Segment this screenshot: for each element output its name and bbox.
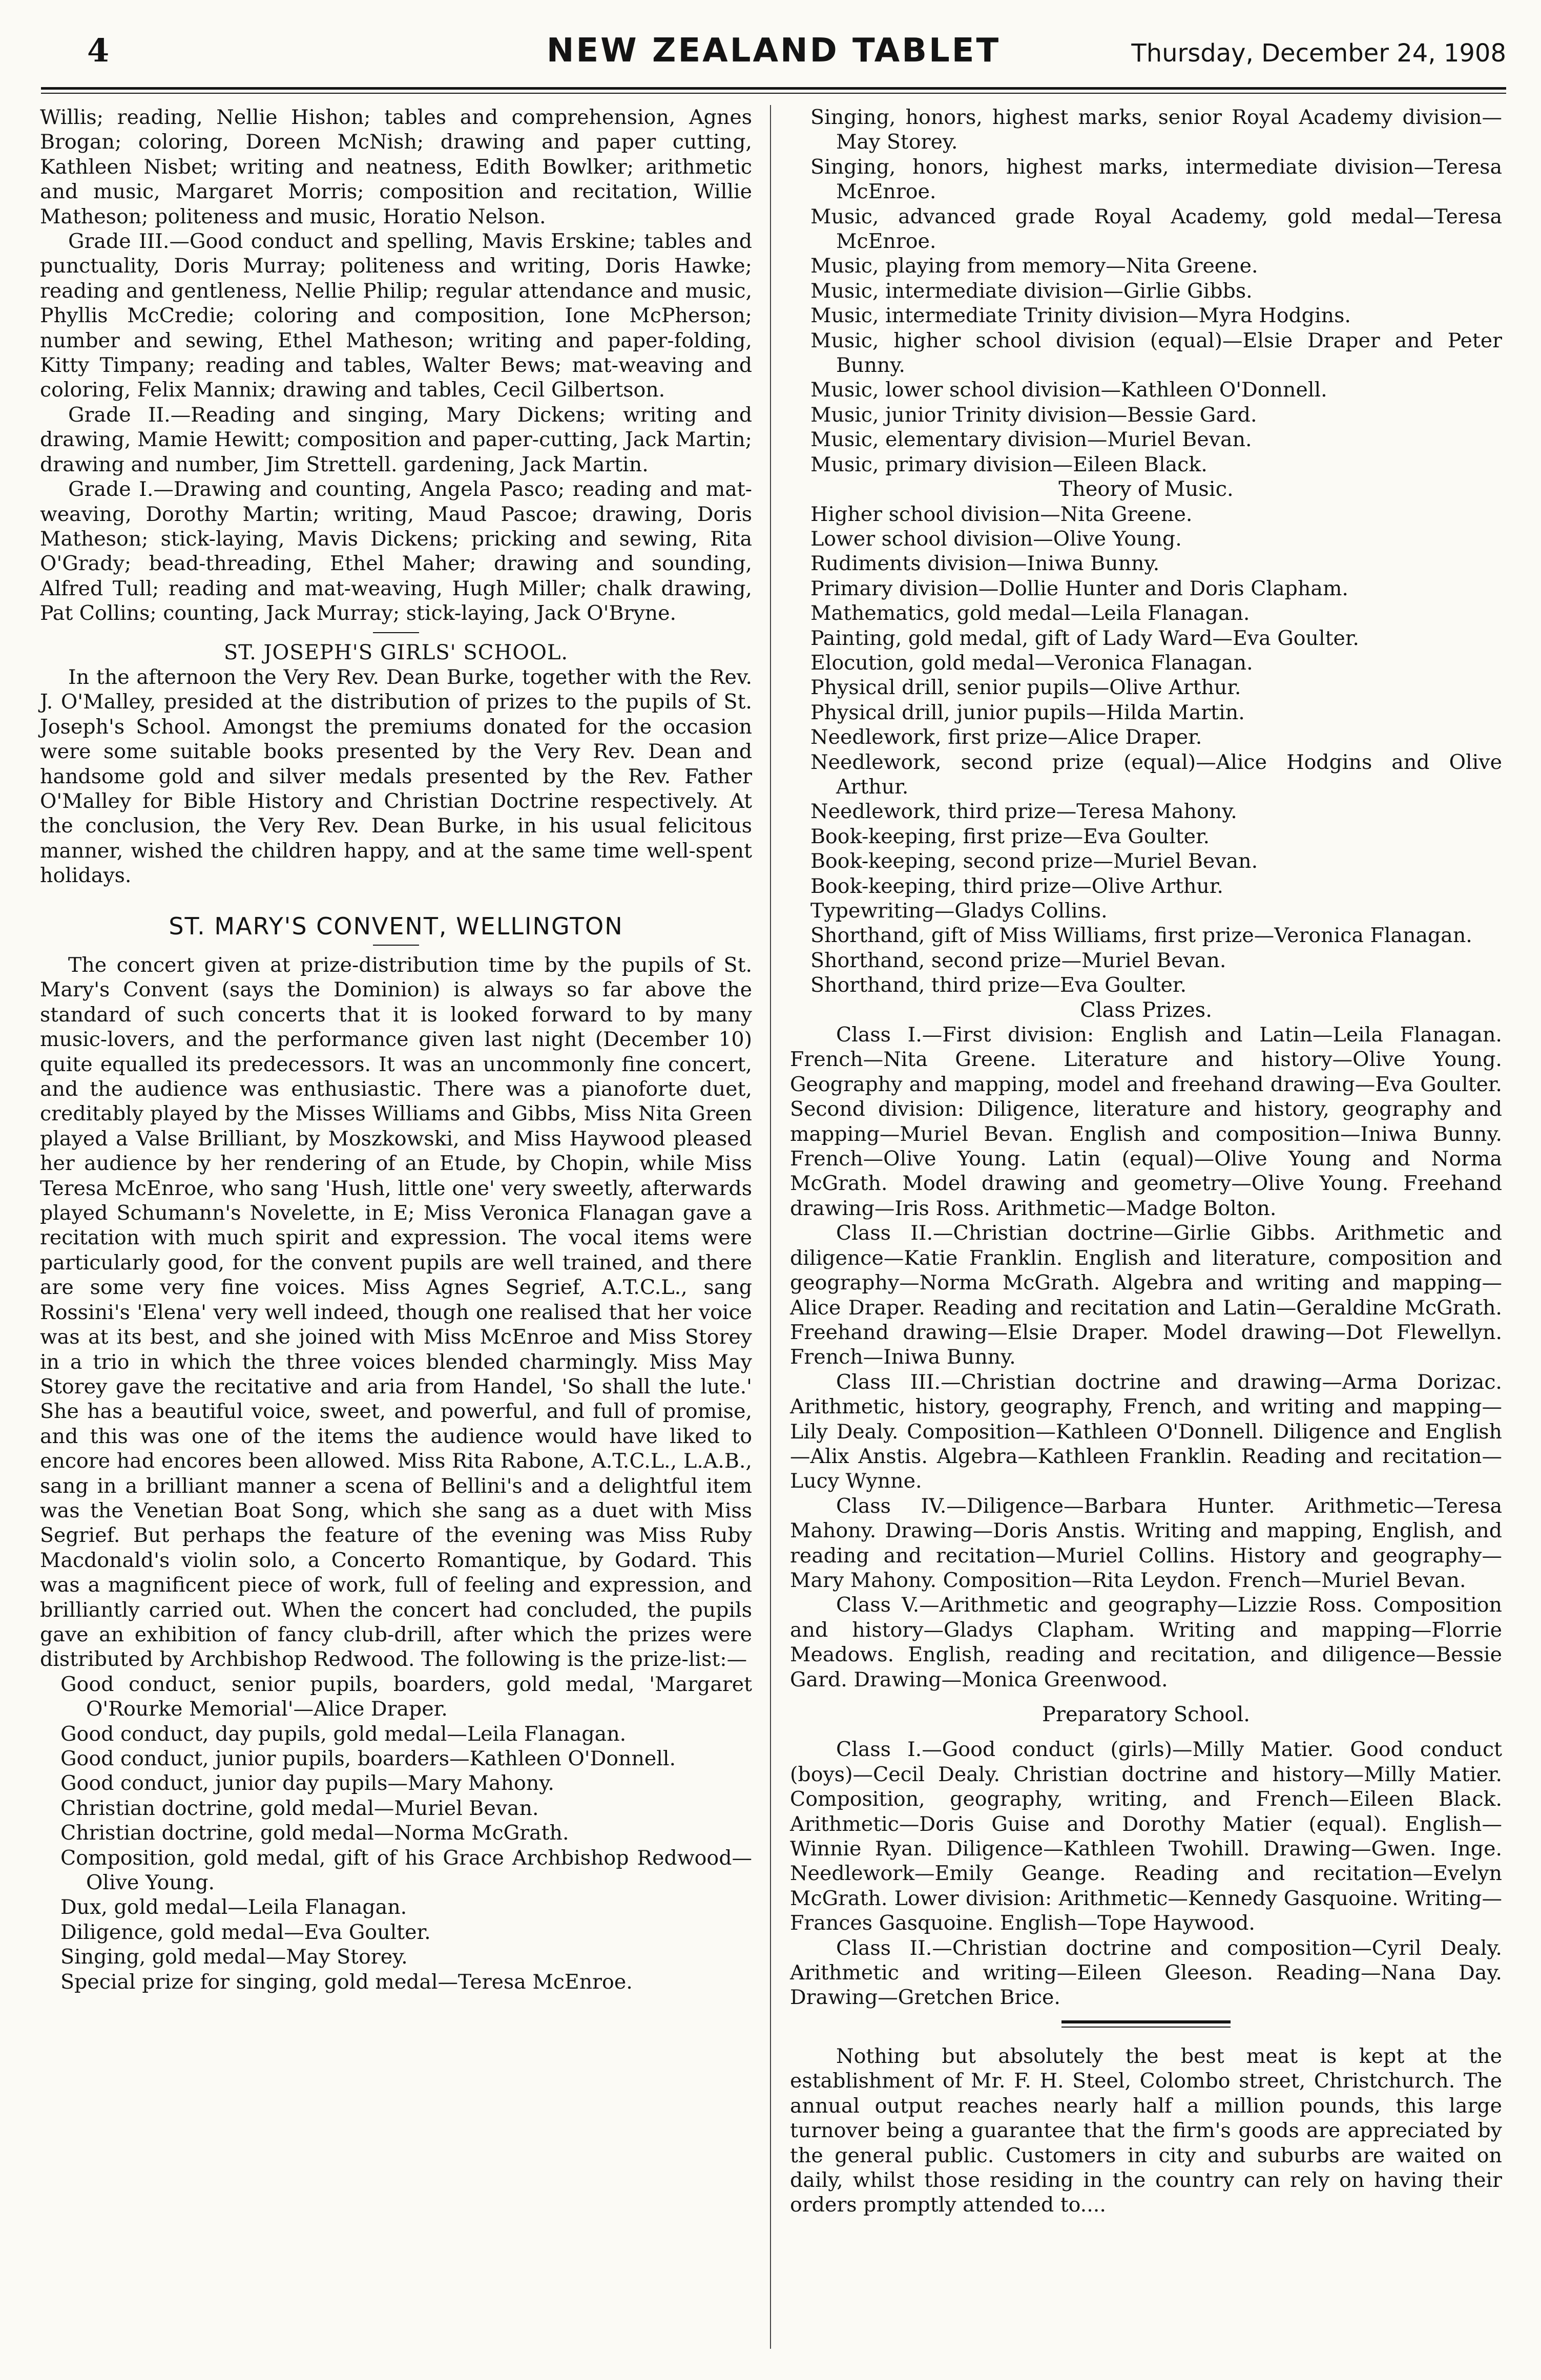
prize-item: Rudiments division—Iniwa Bunny. xyxy=(810,552,1160,576)
newspaper-title: NEW ZEALAND TABLET xyxy=(546,32,1001,70)
section-divider xyxy=(373,945,419,946)
prize-item: Composition, gold medal, gift of his Grace Archbishop Redwood—Olive Young. xyxy=(60,1846,752,1895)
prize-item: Mathematics, gold medal—Leila Flanagan. xyxy=(810,601,1250,625)
prize-item: Music, advanced grade Royal Academy, gold medal—Teresa McEnroe. xyxy=(810,204,1502,254)
class-prize-paragraph: Class I.—First division: English and Latin—Leila Flanagan. French—Nita Greene. Literature and history—Olive Young. Geography and mapping, model and freehand drawing—Eva Goulter. Second division: Diligence, literature and history, geography and mapping—Muriel Bevan. English and composition—Iniwa Bunny. French—Olive Young. Latin (equal)—Olive Young and Norma McGrath. Model drawing and geometry—Olive Young. Freehand drawing—Iris Ross. Arithmetic—Madge Bolton. xyxy=(790,1023,1502,1220)
right-column xyxy=(790,105,1502,2359)
prize-item: Lower school division—Olive Young. xyxy=(810,527,1182,551)
prize-item: Music, playing from memory—Nita Greene. xyxy=(810,254,1258,278)
prize-item: Singing, honors, highest marks, senior Royal Academy division—May Storey. xyxy=(810,106,1502,154)
prize-item: Music, lower school division—Kathleen O'Donnell. xyxy=(810,378,1327,402)
st-josephs-body: In the afternoon the Very Rev. Dean Burke, together with the Rev. J. O'Malley, presided at the distribution of prizes to the pupils of St. Joseph's School. Amongst the premiums donated for the occasion were some suitable books presented by the Very Rev. Dean and handsome gold and silver medals presented by the Rev. Father O'Malley for Bible History and Christian Doctrine respectively. At the conclusion, the Very Rev. Dean Burke, in his usual felicitous manner, wished the children happy, and at the same time well-spent holidays. xyxy=(40,665,752,888)
masthead-rule-thin xyxy=(41,93,1506,94)
prize-item: Shorthand, gift of Miss Williams, first prize—Veronica Flanagan. xyxy=(810,924,1472,948)
prize-item: Good conduct, junior day pupils—Mary Mahony. xyxy=(60,1771,554,1796)
class-prize-paragraph: Class II.—Christian doctrine and composition—Cyril Dealy. Arithmetic and writing—Eileen Gleeson. Reading—Nana Day. Drawing—Gretchen Brice. xyxy=(790,1936,1502,2010)
class-prizes-heading: Class Prizes. xyxy=(1080,998,1212,1022)
prize-item: Needlework, second prize (equal)—Alice Hodgins and Olive Arthur. xyxy=(810,750,1502,799)
prize-item: Typewriting—Gladys Collins. xyxy=(810,899,1108,923)
prize-item: Good conduct, senior pupils, boarders, gold medal, 'Margaret O'Rourke Memorial'—Alice Draper. xyxy=(60,1672,752,1721)
prize-item: Painting, gold medal, gift of Lady Ward—Eva Goulter. xyxy=(810,626,1359,650)
st-josephs-heading: ST. JOSEPH'S GIRLS' SCHOOL. xyxy=(223,640,569,664)
prize-item: Book-keeping, third prize—Olive Arthur. xyxy=(810,874,1223,898)
prize-item: Book-keeping, second prize—Muriel Bevan. xyxy=(810,849,1258,873)
article-paragraph: Willis; reading, Nellie Hishon; tables and comprehension, Agnes Brogan; coloring, Doreen McNish; drawing and paper cutting, Kathleen Nisbet; writing and neatness, Edith Bowlker; arithmetic and music, Margaret Morris; composition and recitation, Willie Matheson; politeness and music, Horatio Nelson. xyxy=(40,106,752,228)
class-prize-paragraph: Class I.—Good conduct (girls)—Milly Matier. Good conduct (boys)—Cecil Dealy. Christian doctrine and history—Milly Matier. Composition, geography, writing, and French—Eileen Black. Arithmetic—Doris Guise and Dorothy Matier (equal). English—Winnie Ryan. Diligence—Kathleen Twohill. Drawing—Gwen. Inge. Needlework—Emily Geange. Reading and recitation—Evelyn McGrath. Lower division: Arithmetic—Kennedy Gasquoine. Writing—Frances Gasquoine. English—Tope Haywood. xyxy=(790,1738,1502,1935)
prize-item: Music, junior Trinity division—Bessie Gard. xyxy=(810,403,1257,427)
article-paragraph: Grade III.—Good conduct and spelling, Mavis Erskine; tables and punctuality, Doris Murray; politeness and writing, Doris Hawke; reading and gentleness, Nellie Philip; regular attendance and music, Phyllis McCredie; coloring and composition, Ione McPherson; number and sewing, Ethel Matheson; writing and paper-folding, Kitty Timpany; reading and tables, Walter Bews; mat-weaving and coloring, Felix Mannix; drawing and tables, Cecil Gilbertson. xyxy=(40,229,752,402)
prize-item: Music, intermediate division—Girlie Gibbs. xyxy=(810,279,1253,303)
prize-item: Needlework, third prize—Teresa Mahony. xyxy=(810,800,1237,824)
class-prize-paragraph: Class III.—Christian doctrine and drawing—Arma Dorizac. Arithmetic, history, geography, French, and writing and mapping—Lily Dealy. Composition—Kathleen O'Donnell. Diligence and English—Alix Anstis. Algebra—Kathleen Franklin. Reading and recitation—Lucy Wynne. xyxy=(790,1370,1502,1493)
prize-item: Shorthand, third prize—Eva Goulter. xyxy=(810,973,1187,997)
section-divider-double xyxy=(1061,2020,1231,2028)
prize-item: Singing, gold medal—May Storey. xyxy=(60,1945,408,1969)
left-column xyxy=(40,105,752,2359)
st-marys-heading: ST. MARY'S CONVENT, WELLINGTON xyxy=(169,912,623,940)
prize-item: Singing, honors, highest marks, intermediate division—Teresa McEnroe. xyxy=(810,155,1502,204)
article-paragraph: Grade I.—Drawing and counting, Angela Pasco; reading and mat-weaving, Dorothy Martin; writing, Maud Pascoe; drawing, Doris Matheson; stick-laying, Mavis Dickens; pricking and sewing, Rita O'Grady; bead-threading, Ethel Maher; drawing and sounding, Alfred Tull; reading and mat-weaving, Hugh Miller; chalk drawing, Pat Collins; counting, Jack Murray; stick-laying, Jack O'Bryne. xyxy=(40,477,752,625)
section-divider xyxy=(373,632,419,633)
prize-item: Dux, gold medal—Leila Flanagan. xyxy=(60,1895,407,1919)
prize-item: Physical drill, senior pupils—Olive Arthur. xyxy=(810,676,1241,700)
article-paragraph: Grade II.—Reading and singing, Mary Dickens; writing and drawing, Mamie Hewitt; composition and paper-cutting, Jack Martin; drawing and number, Jim Strettell. gardening, Jack Martin. xyxy=(40,403,752,476)
prize-item: Good conduct, junior pupils, boarders—Kathleen O'Donnell. xyxy=(60,1747,676,1770)
masthead xyxy=(41,32,1506,88)
class-prize-paragraph: Class IV.—Diligence—Barbara Hunter. Arithmetic—Teresa Mahony. Drawing—Doris Anstis. Writing and mapping, English, and reading and recitation—Muriel Collins. History and geography—Mary Mahony. Composition—Rita Leydon. French—Muriel Bevan. xyxy=(790,1494,1502,1592)
issue-date: Thursday, December 24, 1908 xyxy=(1131,39,1506,68)
prize-item: Christian doctrine, gold medal—Muriel Bevan. xyxy=(60,1796,539,1820)
prize-item: Book-keeping, first prize—Eva Goulter. xyxy=(810,824,1210,848)
prize-item: Good conduct, day pupils, gold medal—Leila Flanagan. xyxy=(60,1722,627,1746)
class-prize-paragraph: Class V.—Arithmetic and geography—Lizzie Ross. Composition and history—Gladys Clapham. Writing and mapping—Florrie Meadows. English, reading and recitation, and diligence—Bessie Gard. Drawing—Monica Greenwood. xyxy=(790,1593,1502,1692)
advertisement-paragraph: Nothing but absolutely the best meat is kept at the establishment of Mr. F. H. Steel, Colombo street, Christchurch. The annual output reaches nearly half a million pounds, this large turnover being a guarantee that the firm's goods are appreciated by the general public. Customers in city and suburbs are waited on daily, whilst those residing in the country can rely on having their orders promptly attended to.... xyxy=(790,2044,1502,2217)
prize-item: Physical drill, junior pupils—Hilda Martin. xyxy=(810,700,1245,724)
page-number: 4 xyxy=(87,32,110,69)
prize-item: Christian doctrine, gold medal—Norma McGrath. xyxy=(60,1821,569,1845)
prize-item: Special prize for singing, gold medal—Teresa McEnroe. xyxy=(60,1970,633,1994)
prize-item: Music, intermediate Trinity division—Myra Hodgins. xyxy=(810,304,1351,328)
theory-heading: Theory of Music. xyxy=(1058,477,1234,502)
prize-item: Primary division—Dollie Hunter and Doris Clapham. xyxy=(810,576,1348,600)
prize-item: Diligence, gold medal—Eva Goulter. xyxy=(60,1920,431,1944)
column-separator xyxy=(770,105,771,2349)
prize-item: Shorthand, second prize—Muriel Bevan. xyxy=(810,948,1226,972)
prize-item: Needlework, first prize—Alice Draper. xyxy=(810,725,1202,749)
preparatory-heading: Preparatory School. xyxy=(1042,1703,1250,1726)
class-prize-paragraph: Class II.—Christian doctrine—Girlie Gibbs. Arithmetic and diligence—Katie Franklin. English and literature, composition and geography—Norma McGrath. Algebra and writing and mapping—Alice Draper. Reading and recitation and Latin—Geraldine McGrath. Freehand drawing—Elsie Draper. Model drawing—Dot Flewellyn. French—Iniwa Bunny. xyxy=(790,1221,1502,1369)
prize-item: Music, primary division—Eileen Black. xyxy=(810,452,1207,476)
st-marys-body: The concert given at prize-distribution time by the pupils of St. Mary's Convent (says the Dominion) is always so far above the standard of such concerts that it is looked forward to by many music-lovers, and the performance given last night (December 10) quite equalled its predecessors. It was an uncommonly fine concert, and the audience was enthusiastic. There was a pianoforte duet, creditably played by the Misses Williams and Gibbs, Miss Nita Green played a Valse Brilliant, by Moszkowski, and Miss Haywood pleased her audience by her rendering of an Etude, by Chopin, while Miss Teresa McEnroe, who sang 'Hush, little one' very sweetly, afterwards played Schumann's Novelette, in E; Miss Veronica Flanagan gave a recitation with much spirit and expression. The vocal items were particularly good, for the convent pupils are well trained, and there are some very fine voices. Miss Agnes Segrief, A.T.C.L., sang Rossini's 'Elena' very well indeed, though one realised that her voice was at its best, and she joined with Miss McEnroe and Miss Storey in a trio in which the three voices blended charmingly. Miss May Storey gave the recitative and aria from Handel, 'So shall the lute.' She has a beautiful voice, sweet, and powerful, and full of promise, and this was one of the items the audience would have liked to encore had encores been allowed. Miss Rita Rabone, A.T.C.L., L.A.B., sang in a brilliant manner a scena of Bellini's and a delightful item was the Venetian Boat Song, which she sang as a duet with Miss Segrief. But perhaps the feature of the evening was Miss Ruby Macdonald's violin solo, a Concerto Romantique, by Godard. This was a magnificent piece of work, full of feeling and expression, and brilliantly carried out. When the concert had concluded, the pupils gave an exhibition of fancy club-drill, after which the prizes were distributed by Archbishop Redwood. The following is the prize-list:— xyxy=(40,953,752,1672)
prize-item: Music, higher school division (equal)—Elsie Draper and Peter Bunny. xyxy=(810,328,1502,378)
prize-item: Elocution, gold medal—Veronica Flanagan. xyxy=(810,651,1253,675)
prize-item: Higher school division—Nita Greene. xyxy=(810,502,1193,526)
masthead-rule xyxy=(41,87,1506,90)
prize-item: Music, elementary division—Muriel Bevan. xyxy=(810,428,1252,452)
